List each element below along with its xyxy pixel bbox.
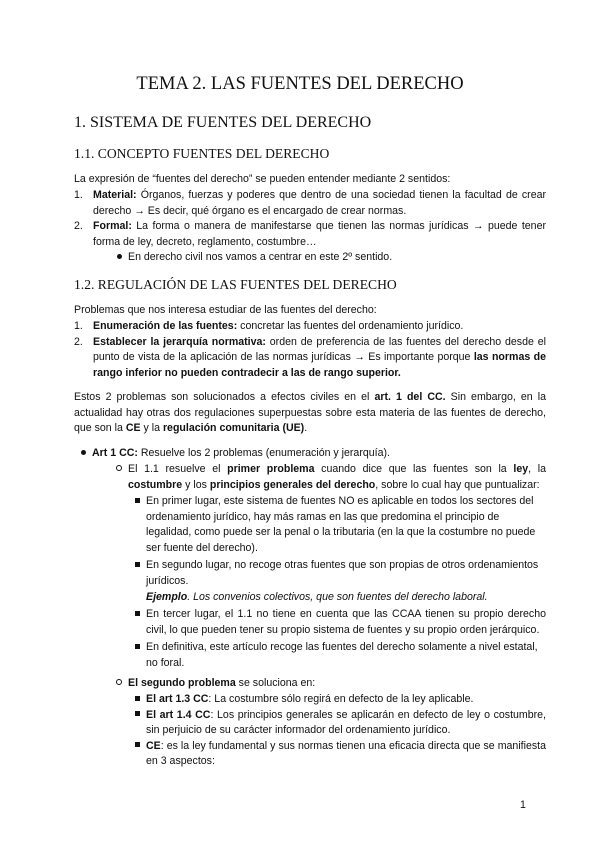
square-bullet-icon	[128, 692, 146, 708]
list-text: : Los principios generales se aplicarán en defecto de ley o costumbre, sin perjuicio de su carácter informador del ordenamiento jurídico.	[146, 708, 546, 737]
bullet-icon	[74, 446, 92, 462]
list-label: Establecer la jerarquía normativa:	[93, 335, 266, 348]
example-text: . Los convenios colectivos, que son fuentes del derecho laboral.	[187, 590, 488, 603]
subsection-heading: 1.2. REGULACIÓN DE LAS FUENTES DEL DERECHO	[74, 277, 397, 292]
bullet-list	[74, 446, 546, 462]
list-emphasis: las normas de rango inferior no pueden contradecir a las de rango superior.	[93, 351, 546, 379]
text-run: El 1.1 resuelve el	[128, 463, 228, 475]
square-bullet-icon	[128, 494, 146, 556]
text-run: , la	[528, 463, 546, 475]
list-text: En derecho civil nos vamos a centrar en este 2º sentido.	[128, 251, 393, 263]
list-item	[74, 319, 546, 335]
bold-run: CE	[125, 422, 141, 435]
list-item	[128, 558, 546, 605]
list-item	[110, 462, 546, 493]
list-item	[128, 494, 546, 556]
square-list	[128, 494, 546, 672]
paragraph: Problemas que nos interesa estudiar de las fuentes del derecho:	[74, 304, 377, 316]
list-label: CE	[146, 739, 161, 752]
list-number: 1.	[74, 320, 83, 332]
list-text: En tercer lugar, el 1.1 no tiene en cuenta que las CCAA tienen su propio derecho civil, lo que pueden tener su propio sistema de fuentes y su propio orden jerárquico.	[146, 608, 546, 636]
list-item	[128, 708, 546, 739]
text-run: .	[304, 422, 308, 435]
paragraph	[74, 390, 546, 437]
list-text: En primer lugar, este sistema de fuentes NO es aplicable en todos los sectores del ordenamiento jurídico, hay más ramas en las que predomina el principio de legalidad, como puede ser la penal o la tributaria (en la que la costumbre no puede ser fuente del derecho).	[146, 495, 536, 554]
square-bullet-icon	[128, 739, 146, 770]
list-number: 2.	[74, 335, 83, 348]
list-item	[128, 739, 546, 770]
sub-list	[110, 462, 546, 493]
bold-run: regulación comunitaria (UE)	[162, 422, 305, 435]
bold-run: principios generales del derecho	[209, 478, 376, 491]
page-number: 1	[520, 799, 526, 811]
list-label: Formal:	[93, 220, 132, 233]
list-text: La forma o manera de manifestarse que tienen las normas jurídicas → puede tener forma de ley, decreto, reglamento, costumbre…	[93, 220, 546, 248]
list-text: Resuelve los 2 problemas (enumeración y jerarquía).	[137, 447, 390, 459]
bold-run: ley	[513, 463, 529, 475]
section-heading: 1. SISTEMA DE FUENTES DEL DERECHO	[74, 114, 372, 131]
square-bullet-icon	[128, 607, 146, 638]
list-text: : La costumbre sólo regirá en defecto de la ley aplicable.	[208, 693, 474, 705]
list-item	[128, 607, 546, 638]
square-bullet-icon	[128, 708, 146, 739]
list-item	[110, 250, 546, 266]
list-text: En segundo lugar, no recoge otras fuentes que son propias de otros ordenamientos jurídicos.	[146, 559, 539, 587]
list-text: Órganos, fuerzas y poderes que dentro de una sociedad tienen la facultad de crear derecho → Es decir, qué órgano es el encargado de crear normas.	[93, 189, 546, 217]
bold-run: primer problema	[227, 463, 315, 475]
square-bullet-icon	[128, 640, 146, 671]
square-bullet-icon	[128, 558, 146, 605]
list-label: El art 1.3 CC	[146, 693, 209, 705]
list-item	[74, 335, 546, 382]
bullet-list	[110, 250, 546, 266]
list-number: 1.	[74, 189, 83, 201]
subsection-heading: 1.1. CONCEPTO FUENTES DEL DERECHO	[74, 146, 330, 161]
text-run: cuando dice que las fuentes son la	[314, 463, 514, 475]
circle-bullet-icon	[110, 462, 128, 493]
text-run: se soluciona en:	[235, 677, 316, 689]
bold-run: costumbre	[128, 478, 183, 491]
list-item	[128, 640, 546, 671]
example-label: Ejemplo	[146, 590, 188, 603]
sub-list	[110, 676, 546, 692]
circle-bullet-icon	[110, 676, 128, 692]
list-text: : es la ley fundamental y sus normas tienen una eficacia directa que se manifiesta en 3 aspectos:	[146, 739, 546, 768]
list-label: Enumeración de las fuentes:	[93, 320, 238, 332]
document-title: TEMA 2. LAS FUENTES DEL DERECHO	[136, 74, 464, 94]
text-run: y la	[140, 422, 163, 435]
numbered-list	[74, 188, 546, 250]
paragraph: La expresión de “fuentes del derecho” se pueden entender mediante 2 sentidos:	[74, 173, 451, 185]
bold-run: art. 1 del CC.	[374, 391, 446, 403]
list-label: El art 1.4 CC	[146, 708, 211, 721]
list-item	[74, 219, 546, 250]
text-run: , sobre lo cual hay que puntualizar:	[375, 478, 540, 491]
text-run: y los	[182, 478, 210, 491]
text-run: Sin embargo, en la actualidad hay otras dos regulaciones superpuestas sobre esta materia de las fuentes de derecho, que son la	[74, 391, 546, 435]
list-item	[74, 188, 546, 219]
list-text: concretar las fuentes del ordenamiento jurídico.	[237, 320, 464, 332]
text-run: Estos 2 problemas son solucionados a efectos civiles en el	[74, 391, 375, 403]
bullet-icon	[110, 250, 128, 266]
list-item	[128, 692, 546, 708]
list-label: Art 1 CC:	[92, 447, 138, 459]
square-list	[128, 692, 546, 770]
numbered-list	[74, 319, 546, 381]
bold-run: El segundo problema	[128, 677, 236, 689]
list-text: En definitiva, este artículo recoge las fuentes del derecho solamente a nivel estatal, no foral.	[146, 641, 538, 669]
list-label: Material:	[93, 189, 137, 201]
list-item	[110, 676, 546, 692]
list-item	[74, 446, 546, 462]
list-text: orden de preferencia de las fuentes del derecho desde el punto de vista de la aplicación de las normas jurídicas → Es importante porque	[93, 335, 546, 364]
list-number: 2.	[74, 220, 83, 233]
